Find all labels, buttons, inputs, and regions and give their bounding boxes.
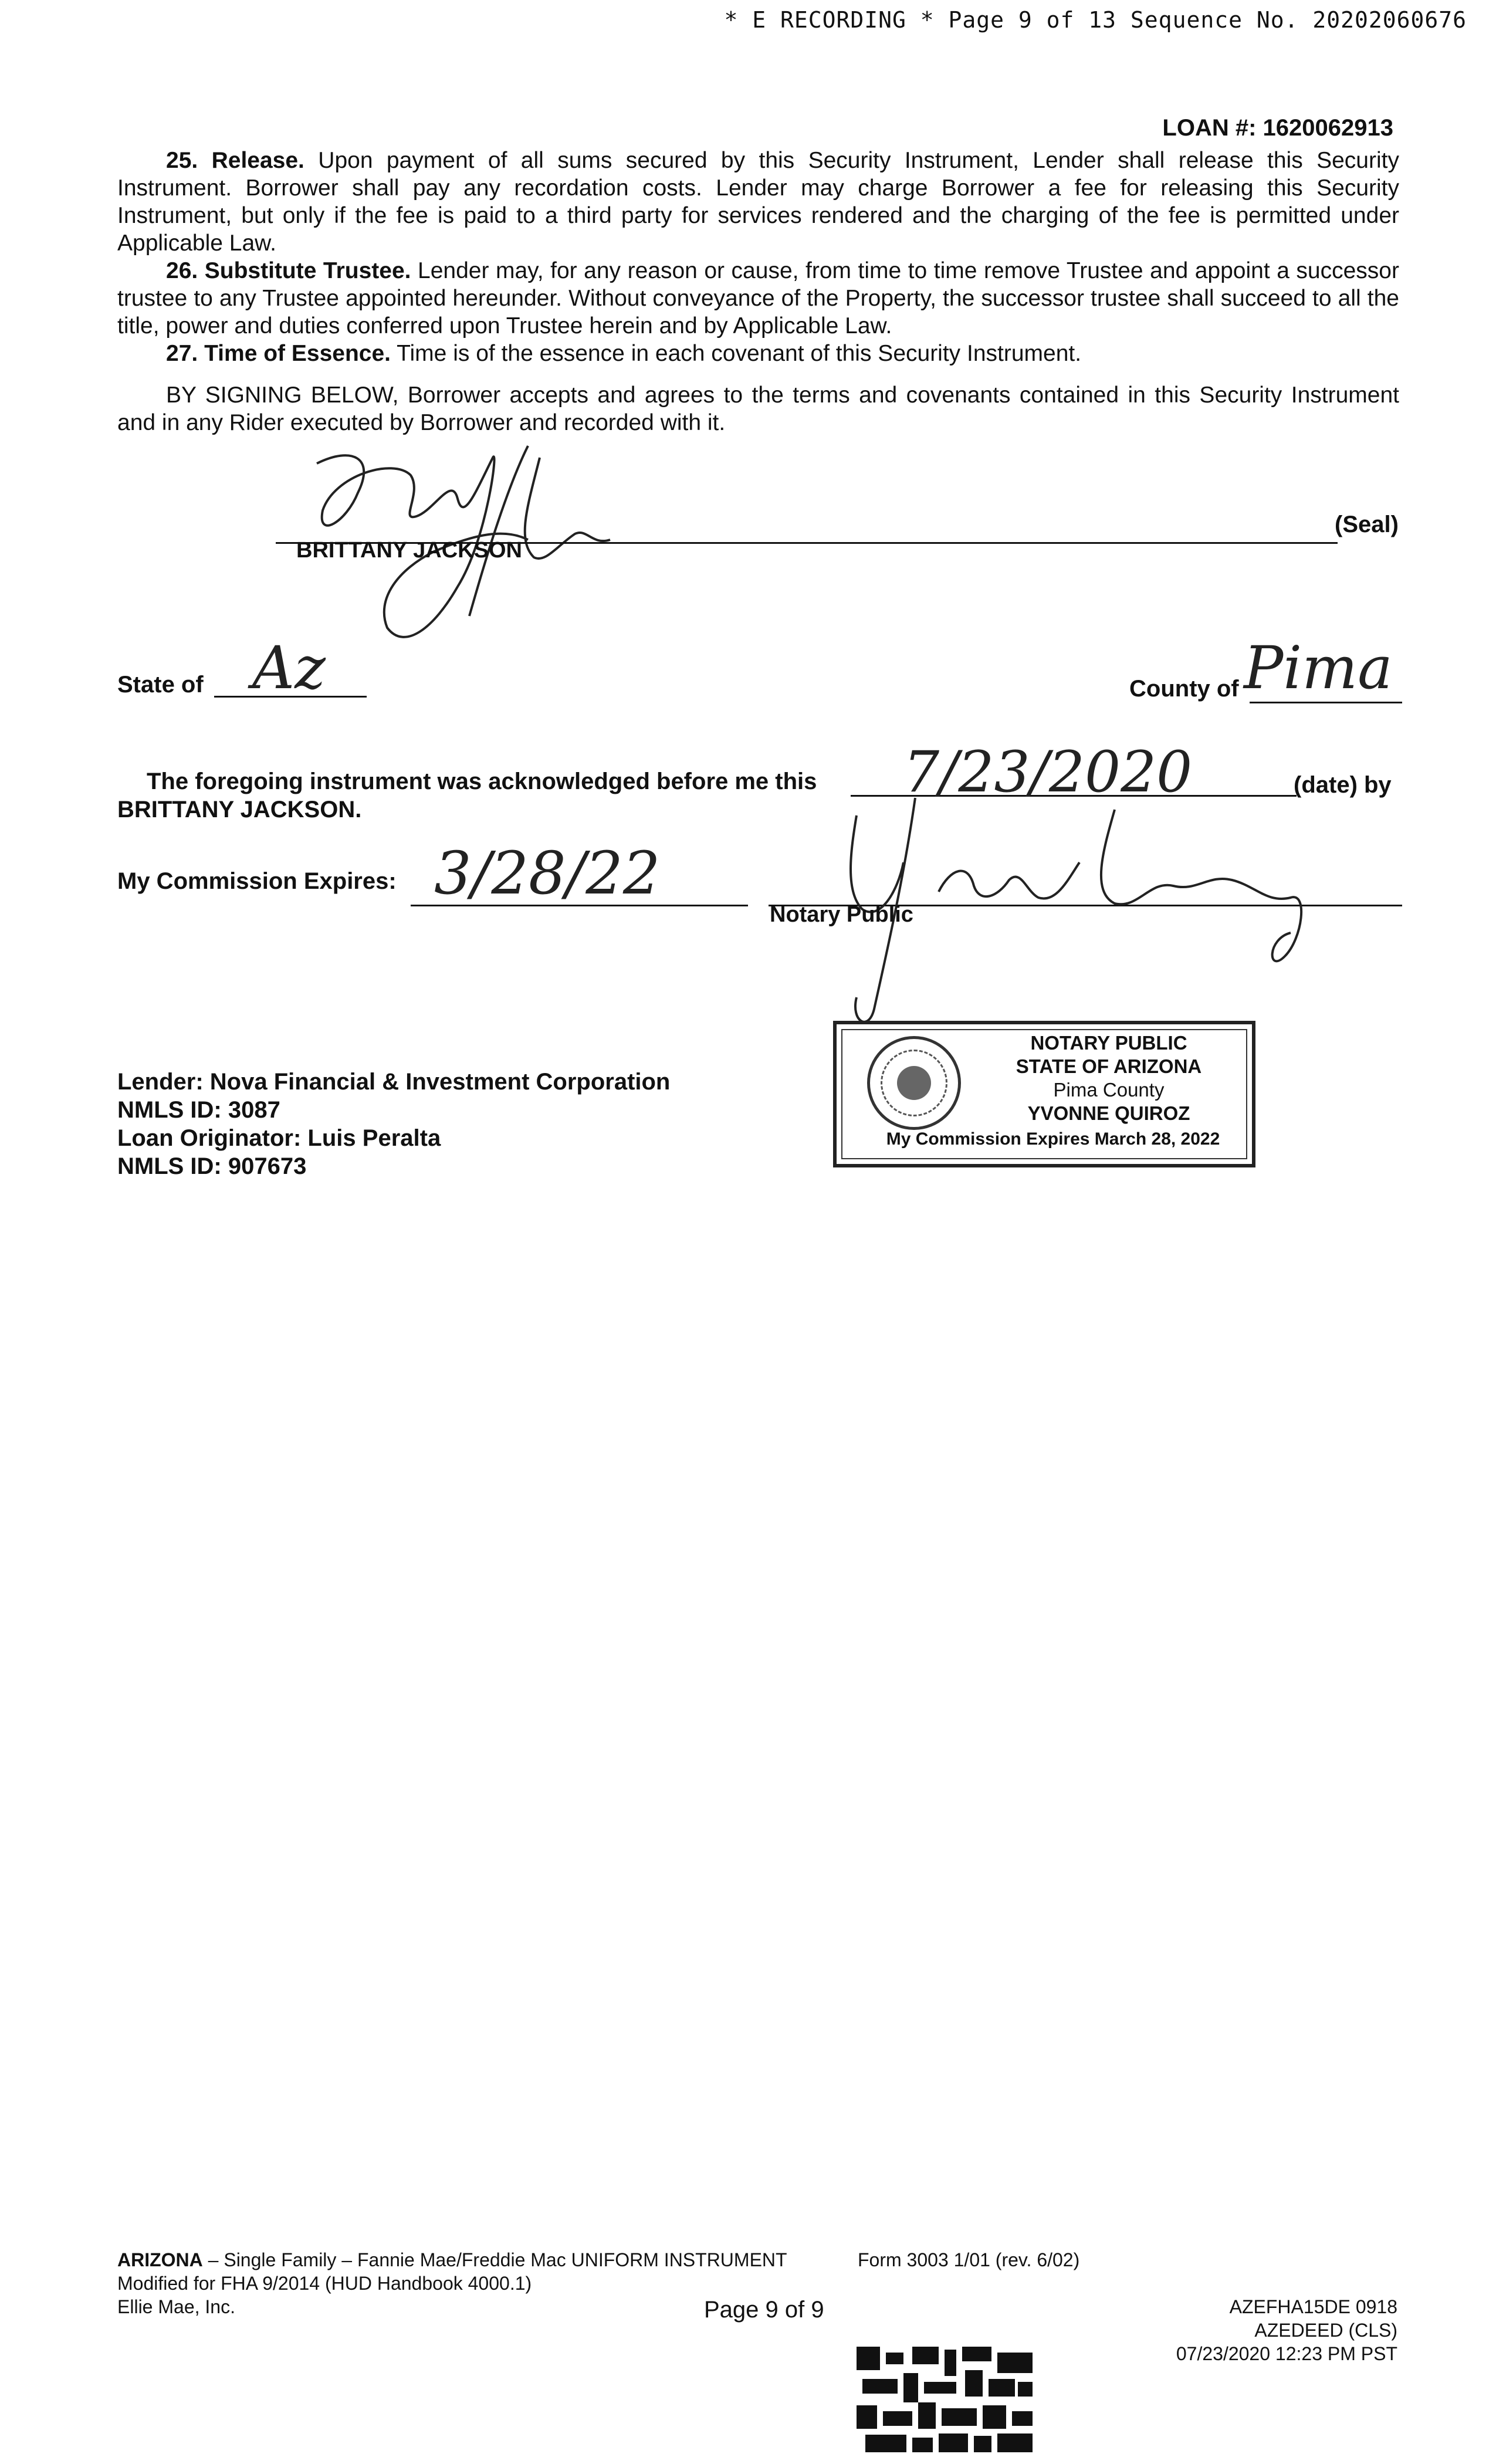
section-25 <box>117 147 1399 257</box>
footer-state: ARIZONA <box>117 2249 203 2270</box>
commission-value: 3/28/22 <box>434 839 661 908</box>
state-label: State of <box>117 672 204 698</box>
footer-right <box>1176 2295 1397 2365</box>
section-number: 27. <box>166 341 198 366</box>
footer-code: AZEFHA15DE 0918 <box>1229 2296 1397 2317</box>
section-27 <box>117 340 1399 367</box>
section-text: Time is of the essence in each covenant of this Security Instrument. <box>397 341 1082 366</box>
ack-text: The foregoing instrument was acknowledged before me this <box>147 769 817 794</box>
stamp-line-1: NOTARY PUBLIC <box>1030 1032 1187 1054</box>
section-heading: Time of Essence. <box>204 341 391 366</box>
recording-header: * E RECORDING * Page 9 of 13 Sequence No. 20202060676 <box>724 7 1467 33</box>
section-text: Upon payment of all sums secured by this Security Instrument, Lender shall release this Security Instrument. Borrower shall pay any recordation costs. Lender may charge Borrower a fee for releasing this Security Instrument, but only if the fee is paid to a third party for services rendered and the charging of the fee is permitted under Applicable Law. <box>117 148 1399 256</box>
footer-instrument-text: – Single Family – Fannie Mae/Freddie Mac UNIFORM INSTRUMENT <box>202 2249 787 2270</box>
stamp-line-5: My Commission Expires March 28, 2022 <box>886 1129 1220 1149</box>
footer-instrument <box>117 2248 787 2272</box>
loan-value: 1620062913 <box>1263 115 1393 141</box>
notary-public-label: Notary Public <box>770 902 913 927</box>
section-number: 25. <box>166 148 198 173</box>
commission-label: My Commission Expires: <box>117 868 397 894</box>
seal-core <box>897 1066 931 1100</box>
footer-page: Page 9 of 9 <box>704 2297 824 2323</box>
seal-label: (Seal) <box>1335 512 1399 537</box>
county-label: County of <box>1129 676 1239 702</box>
footer-vendor: Ellie Mae, Inc. <box>117 2296 235 2317</box>
ack-name: BRITTANY JACKSON. <box>117 797 362 823</box>
originator-nmls: NMLS ID: 907673 <box>117 1153 307 1179</box>
lender-nmls: NMLS ID: 3087 <box>117 1097 280 1123</box>
barcode-icon <box>857 2347 1033 2452</box>
section-heading: Release. <box>211 148 304 173</box>
stamp-line-4: YVONNE QUIROZ <box>1027 1102 1190 1124</box>
county-value: Pima <box>1244 634 1393 702</box>
footer-left <box>117 2248 787 2319</box>
stamp-line-3: Pima County <box>1053 1079 1165 1101</box>
signing-statement-text: BY SIGNING BELOW, Borrower accepts and agrees to the terms and covenants contained in this Security Instrument and in any Rider executed by Borrower and recorded with it. <box>117 383 1399 435</box>
covenant-sections <box>117 147 1399 367</box>
footer-timestamp: 07/23/2020 12:23 PM PST <box>1176 2343 1397 2364</box>
footer-deed: AZEDEED (CLS) <box>1254 2320 1397 2341</box>
footer-fha: Modified for FHA 9/2014 (HUD Handbook 4000.1) <box>117 2273 532 2294</box>
date-label: (date) by <box>1294 772 1392 798</box>
state-value: Az <box>252 634 326 702</box>
loan-originator: Loan Originator: Luis Peralta <box>117 1125 441 1151</box>
state-seal-icon <box>867 1036 961 1130</box>
stamp-line-2: STATE OF ARIZONA <box>1016 1055 1202 1077</box>
lender-info <box>117 1068 670 1180</box>
loan-number <box>1162 115 1393 141</box>
borrower-name: BRITTANY JACKSON <box>296 538 522 563</box>
footer-form: Form 3003 1/01 (rev. 6/02) <box>858 2249 1080 2270</box>
section-26 <box>117 257 1399 340</box>
lender-name: Lender: Nova Financial & Investment Corporation <box>117 1069 671 1095</box>
notary-stamp <box>833 1021 1255 1167</box>
section-text: Lender may, for any reason or cause, from time to time remove Trustee and appoint a successor trustee to any Trustee appointed hereunder. Without conveyance of the Property, the successor trustee shall succeed to all the title, power and duties conferred upon Trustee herein and by Applicable Law. <box>117 258 1399 339</box>
section-heading: Substitute Trustee. <box>204 258 411 283</box>
loan-label: LOAN #: <box>1162 115 1257 141</box>
ack-date: 7/23/2020 <box>903 739 1193 805</box>
section-number: 26. <box>166 258 198 283</box>
